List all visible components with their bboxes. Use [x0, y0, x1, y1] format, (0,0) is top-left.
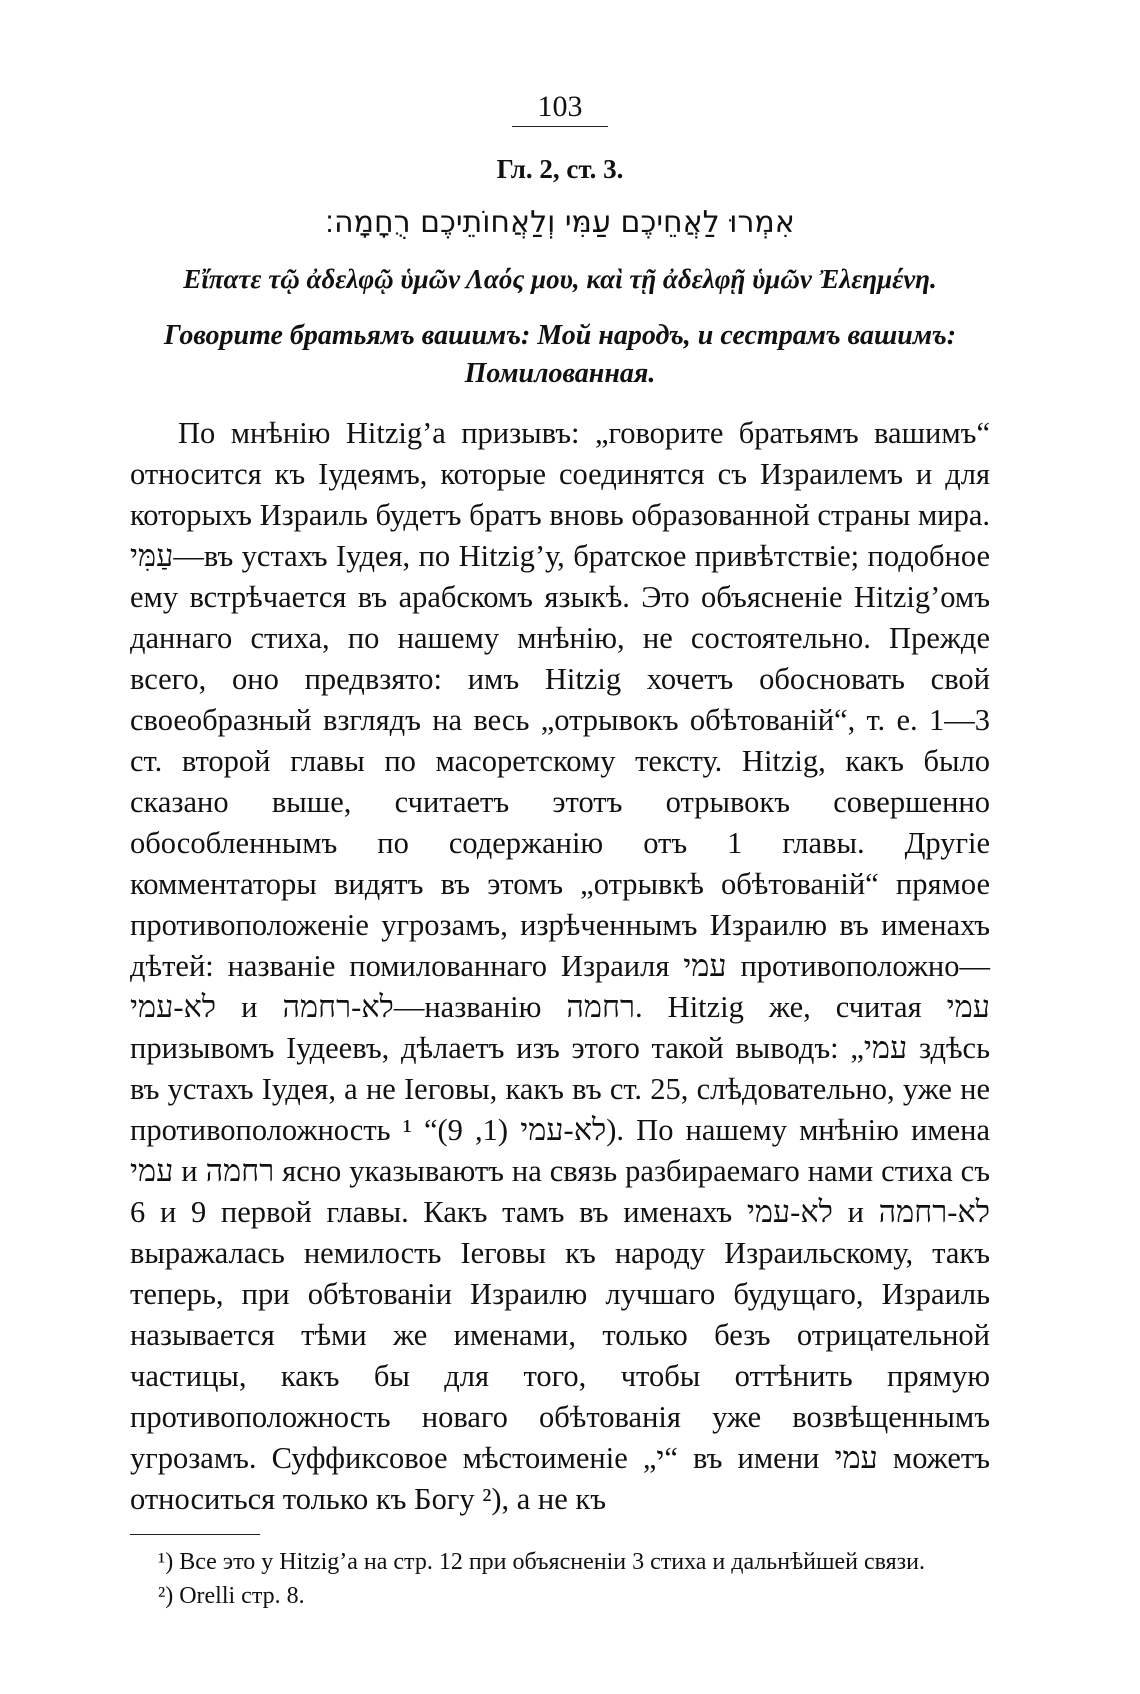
chapter-reference: Гл. 2, ст. 3.	[496, 154, 624, 184]
hebrew-verse: אִמְרוּ לַאֲחֵיכֶם עַמִּי וְלַאֲחוֹתֵיכֶם רֻחָמָה׃	[325, 205, 795, 240]
russian-verse	[130, 317, 990, 393]
russian-verse-line-1: Говорите братьямъ вашимъ: Мой народъ, и сестрамъ вашимъ:	[163, 320, 957, 351]
footnote-separator	[130, 1534, 260, 1535]
footnote-1: ¹) Все это у Hitzig’a на стр. 12 при объясненіи 3 стиха и дальнѣйшей связи.	[158, 1549, 925, 1575]
greek-verse: Εἴπατε τῷ ἀδελφῷ ὑμῶν Λαός μου, καὶ τῇ ἀδελφῇ ὑμῶν Ἐλεημένη.	[183, 264, 937, 294]
footnotes	[130, 1547, 990, 1611]
page-number: 103	[537, 90, 583, 123]
russian-verse-line-2: Помилованная.	[464, 358, 656, 389]
book-page	[130, 90, 990, 1615]
page-number-rule	[512, 126, 608, 127]
commentary-paragraph: По мнѣнію Hitzig’a призывъ: „говорите братьямъ вашимъ“ относится къ Іудеямъ, которые соединятся съ Израилемъ и для которыхъ Израиль будетъ братъ вновь образованной страны мира. עַמִּי—въ устахъ Іудея, по Hitzig’у, братское привѣтствіе; подобное ему встрѣчается въ арабскомъ языкѣ. Это объясненіе Hitzig’омъ даннаго стиха, по нашему мнѣнію, не состоятельно. Прежде всего, оно предвзято: имъ Hitzig хочетъ обосновать свой своеобразный взглядъ на весь „отрывокъ обѣтованій“, т. е. 1—3 ст. второй главы по масоретскому тексту. Hitzig, какъ было сказано выше, считаетъ этотъ отрывокъ совершенно обособленнымъ по содержанію отъ 1 главы. Другіе комментаторы видятъ въ этомъ „отрывкѣ обѣтованій“ прямое противоположеніе угрозамъ, изрѣченнымъ Израилю въ именахъ дѣтей: названіе помилованнаго Израиля עמי противоположно—לא-עמי и לא-רחמה—названію רחמה. Hitzig же, считая עמי призывомъ Іудеевъ, дѣлаетъ изъ этого такой выводъ: „עמי здѣсь въ устахъ Іудея, а не Іеговы, какъ въ ст. 25, слѣдовательно, уже не противоположность לא-עמי (1, 9)“ ¹). По нашему мнѣнію имена עמי и רחמה ясно указываютъ на связь разбираемаго нами стиха съ 6 и 9 первой главы. Какъ тамъ въ именахъ לא-עמי и לא-רחמה выражалась немилость Іеговы къ народу Израильскому, такъ теперь, при обѣтованіи Израилю лучшаго будущаго, Израиль называется тѣми же именами, только безъ отрицательной частицы, какъ бы для того, чтобы оттѣнить прямую противоположность новаго обѣтованія уже возвѣщеннымъ угрозамъ. Суффиксовое мѣстоименіе „י“ въ имени עמי можетъ относиться только къ Богу ²), а не къ	[130, 416, 991, 1516]
commentary-text	[130, 413, 990, 1520]
footnote-2: ²) Orelli стр. 8.	[158, 1583, 305, 1609]
